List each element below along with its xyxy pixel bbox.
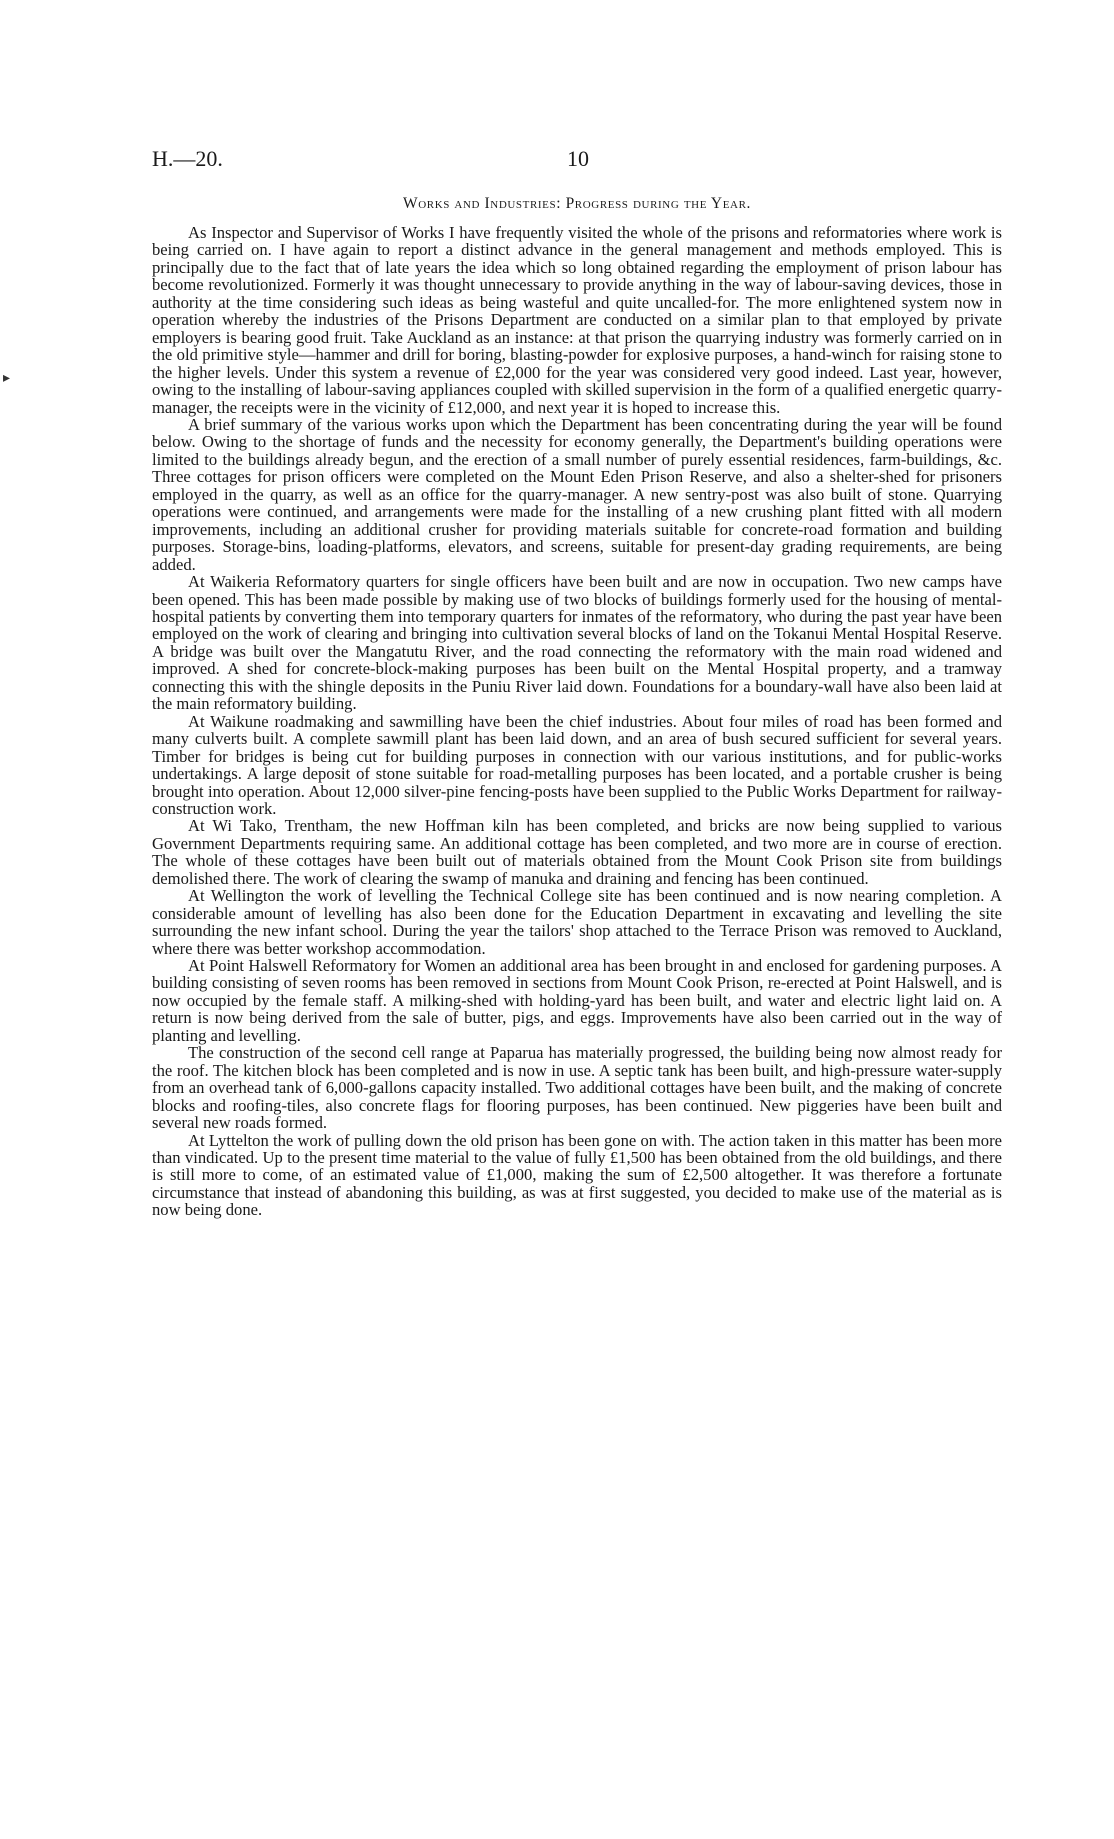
paragraph-wellington: At Wellington the work of levelling the Technical College site has been continued and is now nearing completion. A considerable amount of levelling has also been done for the Education Department in excavating and levelling the site surrounding the new infant school. During the year the tailors' shop attached to the Terrace Prison was removed to Auckland, where there was better workshop accommodation. bbox=[152, 886, 1002, 958]
paragraph-inspector-report: As Inspector and Supervisor of Works I have frequently visited the whole of the prisons and reformatories where work is being carried on. I have again to report a distinct advance in the general management and methods employed. This is principally due to the fact that of late years the idea which so long obtained regarding the employment of prison labour has become revolutionized. Formerly it was thought unnecessary to provide anything in the way of labour-saving devices, those in authority at the time considering such ideas as being wasteful and quite uncalled-for. The more enlightened system now in operation whereby the industries of the Prisons Department are conducted on a similar plan to that employed by private employers is bearing good fruit. Take Auckland as an instance: at that prison the quarrying industry was formerly carried on in the old primitive style—hammer and drill for boring, blasting-powder for explosive purposes, a hand-winch for raising stone to the higher levels. Under this system a revenue of £2,000 for the year was considered very good indeed. Last year, however, owing to the installing of labour-saving appliances coupled with skilled supervision in the form of a qualified energetic quarry-manager, the receipts were in the vicinity of £12,000, and next year it is hoped to increase this. bbox=[152, 223, 1002, 417]
paragraph-paparua: The construction of the second cell range at Paparua has materially progressed, the building being now almost ready for the roof. The kitchen block has been completed and is now in use. A septic tank has been built, and high-pressure water-supply from an overhead tank of 6,000-gallons capacity installed. Two additional cottages have been built, and the making of concrete blocks and roofing-tiles, also concrete flags for flooring purposes, has been continued. New piggeries have been built and several new roads formed. bbox=[152, 1043, 1002, 1133]
margin-tick-mark: ▸ bbox=[3, 371, 11, 386]
page-number: 10 bbox=[567, 146, 589, 171]
paragraph-waikeria: At Waikeria Reformatory quarters for single officers have been built and are now in occupation. Two new camps have been opened. This has been made possible by making use of two blocks of buildings formerly used for the housing of mental-hospital patients by converting them into temporary quarters for inmates of the reformatory, who during the past year have been employed on the work of clearing and bringing into cultivation several blocks of land on the Tokanui Mental Hospital Reserve. A bridge was built over the Mangatutu River, and the road connecting the reformatory with the main road widened and improved. A shed for concrete-block-making purposes has been built on the Mental Hospital property, and a tramway connecting this with the shingle deposits in the Puniu River laid down. Foundations for a boundary-wall have also been laid at the main reformatory building. bbox=[152, 572, 1002, 714]
document-reference: H.—20. bbox=[152, 146, 223, 171]
paragraph-lyttelton: At Lyttelton the work of pulling down the old prison has been gone on with. The action taken in this matter has been more than vindicated. Up to the present time material to the value of fully £1,500 has been obtained from the old buildings, and there is still more to come, of an estimated value of £1,000, making the sum of £2,500 altogether. It was therefore a fortunate circumstance that instead of abandoning this building, as was at first suggested, you decided to make use of the material as is now being done. bbox=[152, 1130, 1002, 1220]
paragraph-waikune: At Waikune roadmaking and sawmilling have been the chief industries. About four miles of road has been formed and many culverts built. A complete sawmill plant has been laid down, and an area of bush secured sufficient for several years. Timber for bridges is being cut for building purposes in connection with our various institutions, and for public-works undertakings. A large deposit of stone suitable for road-metalling purposes has been located, and a portable crusher is being brought into operation. About 12,000 silver-pine fencing-posts have been supplied to the Public Works Department for railway-construction work. bbox=[152, 711, 1002, 818]
paragraph-wi-tako: At Wi Tako, Trentham, the new Hoffman kiln has been completed, and bricks are now being supplied to various Government Departments requiring same. An additional cottage has been completed, and two more are in course of erection. The whole of these cottages have been built out of materials obtained from the Mount Cook Prison site from buildings demolished there. The work of clearing the swamp of manuka and draining and fencing has been continued. bbox=[152, 816, 1002, 888]
paragraph-point-halswell: At Point Halswell Reformatory for Women an additional area has been brought in and enclosed for gardening purposes. A building consisting of seven rooms has been removed in sections from Mount Cook Prison, re-erected at Point Halswell, and is now occupied by the female staff. A milking-shed with holding-yard has been built, and water and electric light laid on. A return is now being derived from the sale of butter, pigs, and eggs. Improvements have also been carried out in the way of planting and levelling. bbox=[152, 956, 1002, 1045]
page-header bbox=[152, 146, 1002, 176]
paragraph-summary-mount-eden: A brief summary of the various works upon which the Department has been concentrating during the year will be found below. Owing to the shortage of funds and the necessity for economy generally, the Department's building operations were limited to the buildings already begun, and the erection of a small number of purely essential residences, farm-buildings, &c. Three cottages for prison officers were completed on the Mount Eden Prison Reserve, and also a shelter-shed for prisoners employed in the quarry, as well as an office for the quarry-manager. A new sentry-post was also built of stone. Quarrying operations were continued, and arrangements were made for the installing of a new crushing plant fitted with all modern improvements, including an additional crusher for providing materials suitable for concrete-road formation and building purposes. Storage-bins, loading-platforms, elevators, and screens, suitable for present-day grading requirements, are being added. bbox=[152, 414, 1002, 574]
body-text bbox=[152, 224, 1002, 1219]
section-title: Works and Industries: Progress during the Year. bbox=[402, 195, 751, 212]
